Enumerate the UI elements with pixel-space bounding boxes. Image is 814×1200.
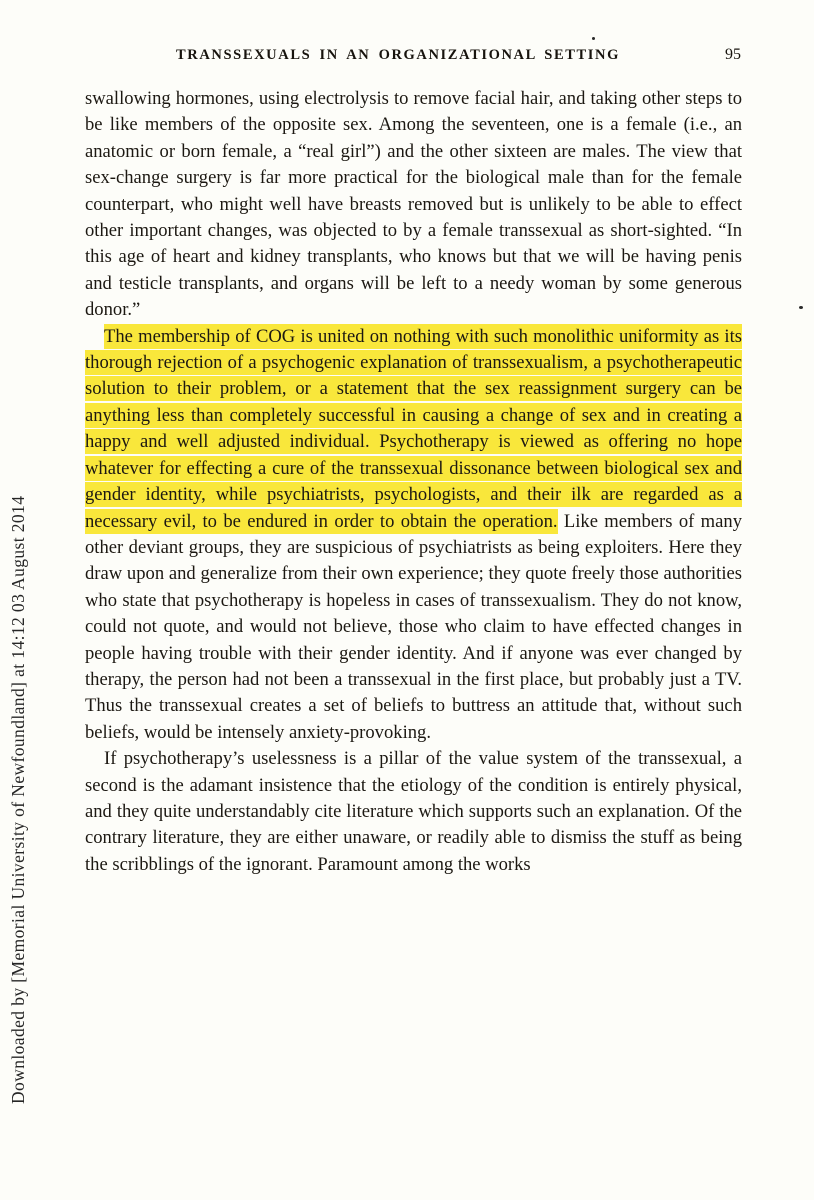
page-text — [85, 86, 742, 878]
paragraph-cog-membership-rest: Like members of many other deviant groups, they are suspicious of psychiatrists as being exploiters. Here they draw upon and generalize from their own experience; they quote freely those authorities who state that psychotherapy is hopeless in cases of transsexualism. They do not know, could not quote, and would not believe, those who claim to have effected changes in people having trouble with their gender identity. And if anyone was ever changed by therapy, the person had not been a transsexual in the first place, but probably just a TV. Thus the transsexual creates a set of beliefs to buttress an attitude that, without such beliefs, would be intensely anxiety-provoking. — [85, 510, 742, 743]
running-header-title: TRANSSEXUALS IN AN ORGANIZATIONAL SETTING — [176, 47, 620, 63]
paragraph-psychotherapy-uselessness: If psychotherapy’s uselessness is a pillar of the value system of the transsexual, a second is the adamant insistence that the etiology of the condition is entirely physical, and they quite understandably cite literature which supports such an explanation. Of the contrary literature, they are either unaware, or readily able to dismiss the stuff as being the scribblings of the ignorant. Paramount among the works — [85, 748, 742, 875]
download-stamp: Downloaded by [Memorial University of Newfoundland] at 14:12 03 August 2014 — [8, 495, 28, 1104]
page-number: 95 — [725, 46, 741, 63]
running-header — [85, 46, 741, 64]
highlighted-passage: The membership of COG is united on nothing with such monolithic uniformity as its thorough rejection of a psychogenic explanation of transsexualism, a psychotherapeutic solution to their problem, or a statement that the sex reassignment surgery can be anything less than completely successful in causing a change of sex and in creating a happy and well adjusted individual. Psychotherapy is viewed as offering no hope whatever for effecting a cure of the transsexual dissonance between biological sex and gender identity, while psychiatrists, psychologists, and their ilk are regarded as a necessary evil, to be endured in order to obtain the operation. — [85, 325, 742, 532]
scan-artifact-dot — [799, 306, 803, 309]
scan-artifact-dot — [592, 37, 595, 40]
paragraph-continuation: swallowing hormones, using electrolysis to remove facial hair, and taking other steps to be like members of the opposite sex. Among the seventeen, one is a female (i.e., an anatomic or born female, a “real girl”) and the other sixteen are males. The view that sex-change surgery is far more practical for the biological male than for the female counterpart, who might well have breasts removed but is unlikely to be able to effect other important changes, was objected to by a female transsexual as short-sighted. “In this age of heart and kidney transplants, who knows but that we will be having penis and testicle transplants, and organs will be left to a needy woman by some generous donor.” — [85, 88, 742, 321]
paragraph-cog-membership — [85, 324, 742, 747]
